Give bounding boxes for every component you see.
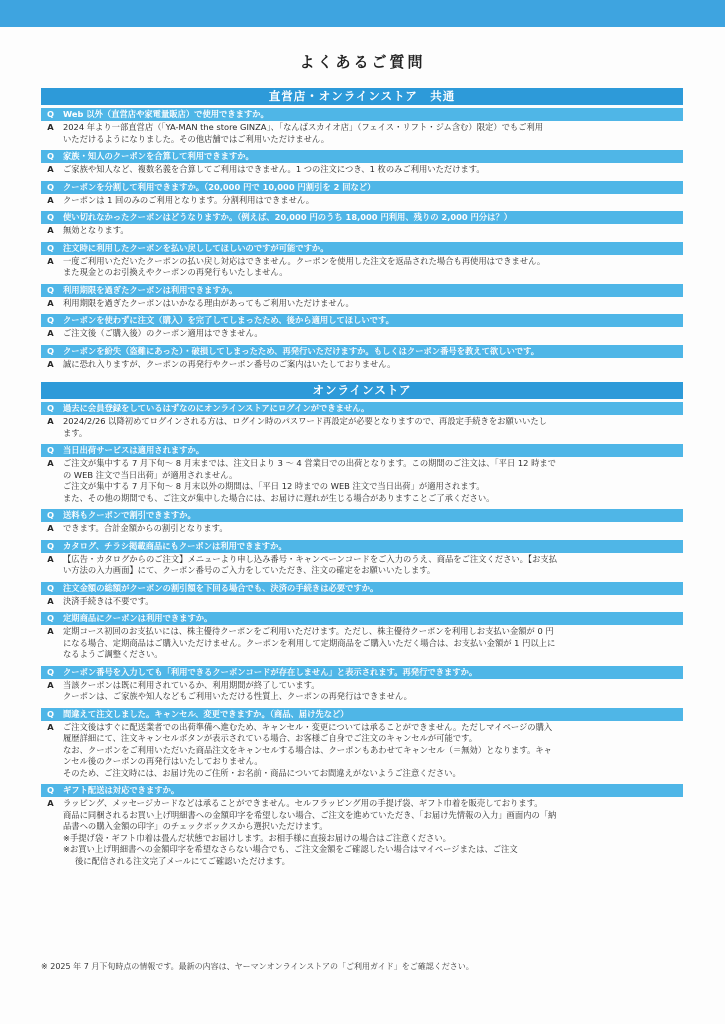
answer-line: 無効となります。	[63, 225, 129, 235]
question-text: クーポン番号を入力しても「利用できるクーポンコードが存在しません」と表示されます。再発行できますか。	[63, 666, 478, 677]
answer-line: ご家族や知人など、複数名義を合算してご利用はできません。1 つの注文につき、1 枚のみご利用いただけます。	[63, 164, 485, 174]
faq-answer	[41, 224, 683, 239]
faq-item	[41, 444, 683, 506]
answer-line: できます。合計金額からの割引となります。	[63, 523, 228, 533]
faq-item	[41, 540, 683, 579]
answer-marker: A	[47, 416, 54, 426]
answer-line: ご注文後（ご購入後）のクーポン適用はできません。	[63, 328, 263, 338]
faq-item	[41, 345, 683, 373]
answer-marker: A	[47, 297, 54, 308]
faq-question	[41, 582, 683, 595]
answer-line: ラッピング、メッセージカードなどは承ることができません。セルフラッピング用の手提げ袋、ギフト巾着を販売しております。	[63, 798, 543, 808]
faq-item	[41, 708, 683, 782]
answer-line: そのため、ご注文時には、お届け先のご住所・お名前・商品についてお間違えがないようご注意ください。	[63, 767, 461, 778]
answer-marker: A	[47, 523, 54, 533]
question-marker: Q	[46, 212, 55, 222]
question-text: クーポンを紛失（盗難にあった）・破損してしまったため、再発行いただけますか。もしくはクーポン番号を教えて欲しいです。	[63, 345, 539, 356]
answer-line: の WEB 注文で当日出荷」が適用されません。	[63, 469, 238, 480]
answer-line: 決済手続きは不要です。	[63, 595, 154, 606]
question-text: 使い切れなかったクーポンはどうなりますか。（例えば、20,000 円のうち 18,000 円利用、残りの 2,000 円分は？）	[63, 212, 513, 222]
question-marker: Q	[46, 613, 55, 623]
faq-item	[41, 666, 683, 705]
question-marker: Q	[46, 181, 55, 192]
faq-answer	[41, 797, 683, 869]
answer-marker: A	[47, 194, 54, 205]
answer-line: ※手提げ袋・ギフト巾着は畳んだ状態でお届けします。お相手様に直接お届けの場合はご注意ください。	[63, 832, 451, 843]
question-marker: Q	[46, 510, 55, 520]
footnote: ※ 2025 年 7 月下旬時点の情報です。最新の内容は、ヤーマンオンラインストアの「ご利用ガイド」をご確認ください。	[41, 962, 474, 971]
answer-line: 誠に恐れ入りますが、クーポンの再発行やクーポン番号のご案内はいたしておりません。	[63, 358, 396, 369]
answer-marker: A	[47, 721, 54, 732]
answer-line: 品書への購入金額の印字」のチェックボックスから選択いただけます。	[63, 821, 328, 831]
answer-line: クーポンは、ご家族や知人などもご利用いただける性質上、クーポンの再発行はできません。	[63, 691, 412, 701]
faq-question	[41, 314, 683, 327]
faq-answer	[41, 415, 683, 441]
section-header: オンラインストア	[41, 382, 683, 399]
question-text: カタログ、チラシ掲載商品にもクーポンは利用できますか。	[63, 540, 287, 551]
answer-line: 商品に同梱されるお買い上げ明細書への金額印字を希望しない場合、ご注文を進めていただき、「お届け先情報の入力」画面内の「納	[63, 809, 557, 820]
answer-marker: A	[47, 225, 54, 235]
faq-item	[41, 181, 683, 209]
faq-question	[41, 666, 683, 679]
faq-question	[41, 242, 683, 255]
top-accent-bar	[0, 0, 725, 27]
faq-question	[41, 211, 683, 224]
faq-item	[41, 784, 683, 869]
page-title: よくあるご質問	[299, 53, 426, 71]
answer-marker: A	[47, 626, 54, 636]
faq-answer	[41, 522, 683, 537]
answer-marker: A	[47, 164, 54, 174]
answer-line: になる場合、定期商品はご購入いただけません。クーポンを利用して定期商品をご購入いただく場合は、お支払い金額が 1 円以上に	[63, 637, 556, 648]
faq-question	[41, 284, 683, 297]
answer-line: なお、クーポンをご利用いただいた商品注文をキャンセルする場合は、クーポンもあわせてキャンセル（＝無効）となります。キャ	[63, 744, 552, 755]
answer-line: 2024 年より一部直営店（「YA-MAN the store GINZA」、「なんばスカイオ店」（フェイス・リフト・ジム含む）限定）でもご利用	[63, 122, 544, 132]
question-marker: Q	[46, 666, 55, 677]
question-marker: Q	[46, 315, 55, 325]
answer-line: 利用期限を過ぎたクーポンはいかなる理由があってもご利用いただけません。	[63, 297, 354, 308]
question-marker: Q	[46, 540, 55, 551]
faq-answer	[41, 163, 683, 178]
question-marker: Q	[46, 151, 55, 161]
question-text: 過去に会員登録をしているはずなのにオンラインストアにログインができません。	[63, 403, 370, 413]
question-marker: Q	[46, 582, 55, 593]
faq-question	[41, 784, 683, 797]
faq-answer	[41, 327, 683, 342]
answer-marker: A	[47, 328, 54, 338]
answer-marker: A	[47, 798, 54, 808]
faq-answer	[41, 457, 683, 506]
faq-question	[41, 612, 683, 625]
answer-line: 履歴詳細にて、注文キャンセルボタンが表示されている場合、お客様ご自身でご注文のキャンセルが可能です。	[63, 733, 478, 743]
faq-question	[41, 150, 683, 163]
answer-line: ご注文後はすぐに配送業者での出荷準備へ進むため、キャンセル・変更については承ることができません。ただしマイページの購入	[63, 721, 553, 732]
answer-marker: A	[47, 122, 54, 132]
faq-item	[41, 582, 683, 610]
faq-question	[41, 402, 683, 415]
answer-line: 【広告・カタログからのご注文】メニューより申し込み番号・キャンペーンコードをご入力のうえ、商品をご注文ください。【お支払	[63, 553, 557, 564]
faq-question	[41, 509, 683, 522]
answer-line: い方法の入力画面】にて、クーポン番号のご入力をしていただき、注文の確定をお願いいたします。	[63, 565, 436, 575]
question-text: クーポンを分割して利用できますか。（20,000 円で 10,000 円割引を 2 回など）	[63, 181, 376, 192]
faq-answer	[41, 255, 683, 281]
faq-item	[41, 150, 683, 178]
answer-line: なるようご調整ください。	[63, 649, 163, 659]
answer-marker: A	[47, 679, 54, 690]
faq-question	[41, 181, 683, 194]
faq-question	[41, 345, 683, 358]
answer-line: また現金とのお引換えやクーポンの再発行もいたしません。	[63, 267, 288, 277]
question-marker: Q	[46, 284, 55, 295]
section-header: 直営店・オンラインストア 共通	[41, 88, 683, 105]
faq-answer	[41, 194, 683, 209]
faq-answer	[41, 721, 683, 782]
question-marker: Q	[46, 785, 55, 795]
question-marker: Q	[46, 109, 55, 119]
faq-item	[41, 211, 683, 239]
answer-line: ンセル後のクーポンの再発行はいたしておりません。	[63, 756, 263, 766]
question-text: 注文金額の総額がクーポンの割引額を下回る場合でも、決済の手続きは必要ですか。	[63, 582, 379, 593]
faq-item	[41, 314, 683, 342]
answer-line: 当該クーポンは既に利用されているか、利用期間が終了しています。	[63, 679, 320, 690]
answer-line: また、その他の期間でも、ご注文が集中した場合には、お届けに遅れが生じる場合がありますことご了承ください。	[63, 492, 495, 503]
question-marker: Q	[46, 403, 55, 413]
question-marker: Q	[46, 345, 55, 356]
faq-item	[41, 509, 683, 537]
answer-marker: A	[47, 458, 54, 468]
answer-marker: A	[47, 553, 54, 564]
faq-question	[41, 540, 683, 553]
faq-question	[41, 444, 683, 457]
faq-question	[41, 108, 683, 121]
faq-answer	[41, 625, 683, 663]
answer-marker: A	[47, 255, 54, 266]
answer-line: 2024/2/26 以降初めてログインされる方は、ログイン時のパスワード再設定が必要となりますので、再設定手続きをお願いいたし	[63, 416, 547, 426]
faq-answer	[41, 679, 683, 705]
question-text: 送料もクーポンで割引できますか。	[63, 510, 196, 520]
question-text: 利用期限を過ぎたクーポンは利用できますか。	[63, 284, 238, 295]
answer-line: いただけるようになりました。その他店舗ではご利用いただけません。	[63, 133, 330, 144]
faq-content	[41, 88, 683, 869]
answer-line: クーポンは 1 回のみのご利用となります。分割利用はできません。	[63, 194, 314, 205]
faq-item	[41, 108, 683, 147]
faq-answer	[41, 553, 683, 579]
answer-line: ※お買い上げ明細書への金額印字を希望なさらない場合でも、ご注文金額をご確認したい場合はマイページまたは、ご注文	[63, 844, 518, 854]
question-text: Web 以外（直営店や家電量販店）で使用できますか。	[63, 109, 269, 119]
answer-line: ご注文が集中する 7 月下旬～ 8 月末までは、注文日より 3 ～ 4 営業日での出荷となります。この期間のご注文は、「平日 12 時まで	[63, 458, 556, 468]
faq-item	[41, 284, 683, 312]
faq-item	[41, 242, 683, 281]
answer-line: 定期コース初回のお支払いには、株主優待クーポンをご利用いただけます。ただし、株主優待クーポンを利用しお支払い金額が 0 円	[63, 626, 554, 636]
question-marker: Q	[46, 708, 55, 719]
question-marker: Q	[46, 445, 55, 455]
faq-answer	[41, 121, 683, 147]
question-text: ギフト配送は対応できますか。	[63, 785, 180, 795]
answer-line: 一度ご利用いただいたクーポンの払い戻し対応はできません。クーポンを使用した注文を返品された場合も再使用はできません。	[63, 255, 546, 266]
question-text: 定期商品にクーポンは利用できますか。	[63, 613, 213, 623]
answer-marker: A	[47, 358, 54, 369]
faq-answer	[41, 358, 683, 373]
faq-answer	[41, 595, 683, 610]
question-text: クーポンを使わずに注文（購入）を完了してしまったため、後から適用してほしいです。	[63, 315, 394, 325]
answer-line: 後に配信される注文完了メールにてご確認いただけます。	[75, 855, 290, 866]
faq-item	[41, 402, 683, 441]
question-text: 家族・知人のクーポンを合算して利用できますか。	[63, 151, 254, 161]
answer-line: ご注文が集中する 7 月下旬～ 8 月末以外の期間は、「平日 12 時までの WEB 注文で当日出荷」が適用されます。	[63, 481, 485, 491]
faq-answer	[41, 297, 683, 312]
answer-marker: A	[47, 595, 54, 606]
answer-line: ます。	[63, 427, 88, 438]
faq-item	[41, 612, 683, 663]
question-text: 間違えて注文しました。キャンセル、変更できますか。（商品、届け先など）	[63, 708, 349, 719]
question-text: 注文時に利用したクーポンを払い戻ししてほしいのですが可能ですか。	[63, 242, 329, 253]
question-text: 当日出荷サービスは適用されますか。	[63, 445, 205, 455]
question-marker: Q	[46, 242, 55, 253]
faq-question	[41, 708, 683, 721]
